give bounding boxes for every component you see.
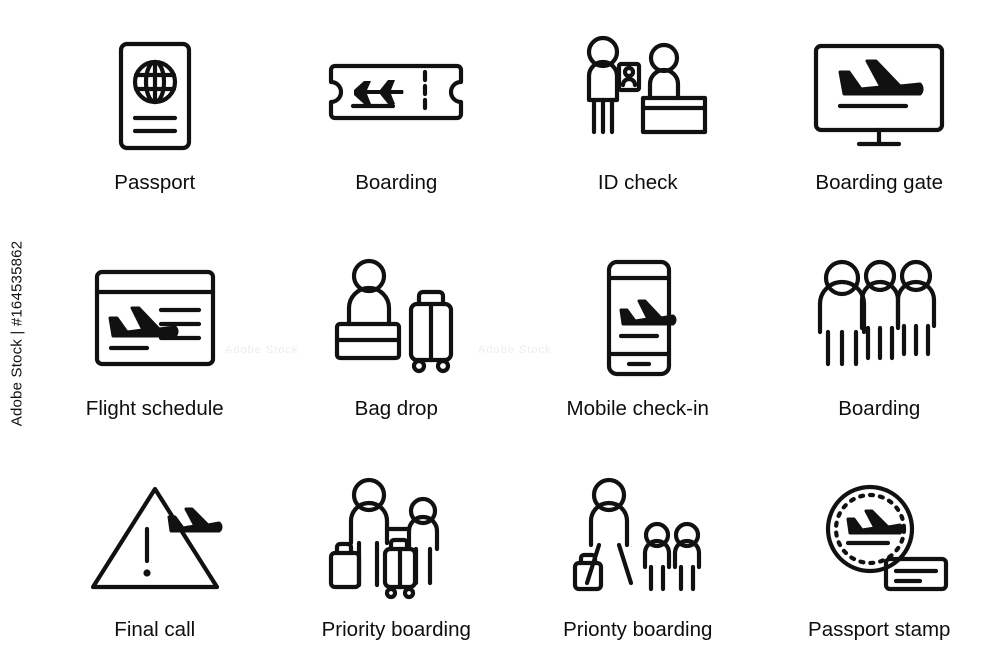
icon-label: Mobile check-in	[566, 397, 709, 421]
mobile-check-in-icon	[563, 248, 713, 388]
icon-cell-flight-schedule[interactable]	[34, 222, 276, 444]
ghost-watermark-1: Adobe Stock	[225, 344, 299, 356]
icon-label: Passport	[114, 171, 196, 194]
watermark-strip	[0, 0, 34, 667]
icon-label: Boarding	[838, 397, 921, 421]
icon-cell-bag-drop[interactable]	[276, 222, 518, 444]
icon-cell-boarding-gate[interactable]	[759, 0, 1000, 222]
icon-label: Boarding	[355, 171, 438, 194]
final-call-warning-icon	[80, 471, 230, 611]
icon-label: Boarding gate	[815, 171, 944, 194]
icon-label: Flight schedule	[85, 397, 224, 421]
icon-cell-passport-stamp[interactable]	[759, 445, 1000, 667]
watermark-text: Adobe Stock | #164535862	[8, 240, 26, 427]
icon-label: Prionty boarding	[563, 617, 713, 641]
icon-cell-passport[interactable]	[34, 0, 276, 222]
boarding-gate-screen-icon	[804, 26, 954, 166]
bag-drop-icon	[321, 248, 471, 388]
ghost-watermark-2: Adobe Stock	[478, 344, 552, 356]
icon-label: Bag drop	[354, 397, 438, 421]
flight-schedule-icon	[80, 248, 230, 388]
boarding-pass-icon	[321, 26, 471, 166]
icon-label: Passport stamp	[808, 617, 951, 641]
priority-boarding-family-icon	[563, 471, 713, 611]
icon-label: ID check	[597, 171, 678, 194]
icon-cell-boarding-queue[interactable]	[759, 222, 1000, 444]
icon-cell-id-check[interactable]	[517, 0, 759, 222]
icon-label: Final call	[114, 617, 196, 641]
icon-cell-final-call[interactable]	[34, 445, 276, 667]
icon-cell-priority-boarding[interactable]	[276, 445, 518, 667]
priority-boarding-icon	[321, 471, 471, 611]
passport-icon	[80, 26, 230, 166]
icon-cell-boarding-pass[interactable]	[276, 0, 518, 222]
icon-grid	[34, 0, 1000, 667]
icon-label: Priority boarding	[321, 617, 471, 641]
boarding-queue-people-icon	[804, 248, 954, 388]
id-check-icon	[563, 26, 713, 166]
icon-cell-prionty-boarding[interactable]	[517, 445, 759, 667]
icon-cell-mobile-check-in[interactable]	[517, 222, 759, 444]
passport-stamp-icon	[804, 471, 954, 611]
